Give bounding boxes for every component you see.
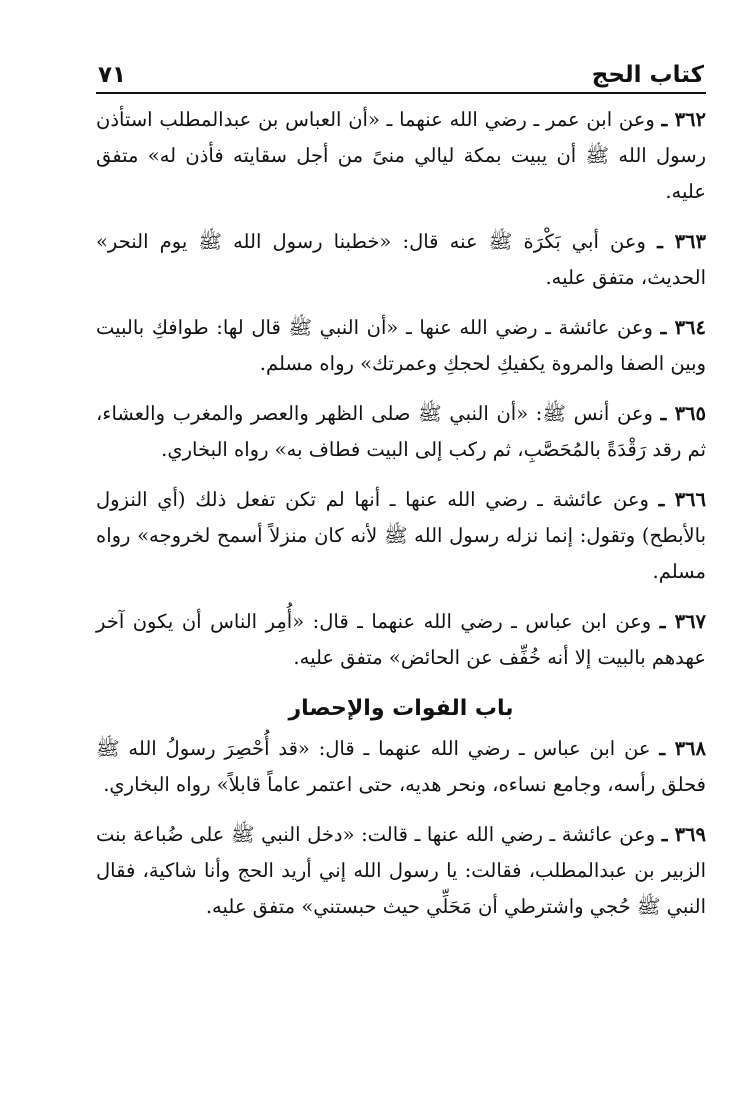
hadith-text: وعن أبي بَكْرَة ﷺ عنه قال: «خطبنا رسول الله ﷺ يوم النحر» الحديث، متفق عليه. — [96, 230, 706, 289]
hadith-text: وعن أنس ﷺ: «أن النبي ﷺ صلى الظهر والعصر والمغرب والعشاء، ثم رقد رَقْدَةً بالمُحَصَّبِ، ثم ركب إلى البيت فطاف به» رواه البخاري. — [96, 402, 706, 461]
page-header — [96, 52, 706, 94]
hadith-text: عن ابن عباس ـ رضي الله عنهما ـ قال: «قد أُحْصِرَ رسولُ الله ﷺ فحلق رأسه، وجامع نساءه، ونحر هديه، حتى اعتمر عاماً قابلاً» رواه البخاري. — [96, 737, 706, 796]
hadith-number: ٣٦٦ ـ — [658, 488, 706, 511]
hadith-number: ٣٦٣ ـ — [657, 230, 706, 253]
hadith-number: ٣٦٥ ـ — [660, 402, 706, 425]
hadith-369 — [96, 817, 706, 925]
hadith-365 — [96, 396, 706, 468]
hadith-text: وعن ابن عباس ـ رضي الله عنهما ـ قال: «أُمِر الناس أن يكون آخر عهدهم بالبيت إلا أنه خُفِّف عن الحائض» متفق عليه. — [96, 610, 706, 669]
hadith-text: وعن عائشة ـ رضي الله عنها ـ أنها لم تكن تفعل ذلك (أي النزول بالأبطح) وتقول: إنما نزله رسول الله ﷺ لأنه كان منزلاً أسمح لخروجه» رواه مسلم. — [96, 488, 706, 583]
hadith-text: وعن عائشة ـ رضي الله عنها ـ «أن النبي ﷺ قال لها: طوافكِ بالبيت وبين الصفا والمروة يكفيكِ لحجكِ وعمرتك» رواه مسلم. — [96, 316, 706, 375]
hadith-text: وعن ابن عمر ـ رضي الله عنهما ـ «أن العباس بن عبدالمطلب استأذن رسول الله ﷺ أن يبيت بمكة ليالي منىً من أجل سقايته فأذن له» متفق عليه. — [96, 108, 706, 203]
hadith-367 — [96, 604, 706, 676]
hadith-number: ٣٦٤ ـ — [660, 316, 706, 339]
hadith-text: وعن عائشة ـ رضي الله عنها ـ قالت: «دخل النبي ﷺ على ضُباعة بنت الزبير بن عبدالمطلب، فقالت: يا رسول الله إني أريد الحج وأنا شاكية، فقال النبي ﷺ حُجي واشترطي أن مَحَلِّي حيث حبستني» متفق عليه. — [96, 823, 706, 918]
hadith-364 — [96, 310, 706, 382]
page-number: ٧١ — [98, 62, 127, 88]
hadith-number: ٣٦٧ ـ — [659, 610, 706, 633]
hadith-366 — [96, 482, 706, 590]
hadith-number: ٣٦٩ ـ — [661, 823, 706, 846]
hadith-368 — [96, 731, 706, 803]
hadith-363 — [96, 224, 706, 296]
hadith-362 — [96, 102, 706, 210]
book-page — [96, 52, 706, 939]
hadith-number: ٣٦٨ ـ — [659, 737, 706, 760]
chapter-title: باب الفوات والإحصار — [288, 696, 514, 721]
book-title: كتاب الحج — [591, 62, 704, 88]
hadith-number: ٣٦٢ ـ — [661, 108, 706, 131]
